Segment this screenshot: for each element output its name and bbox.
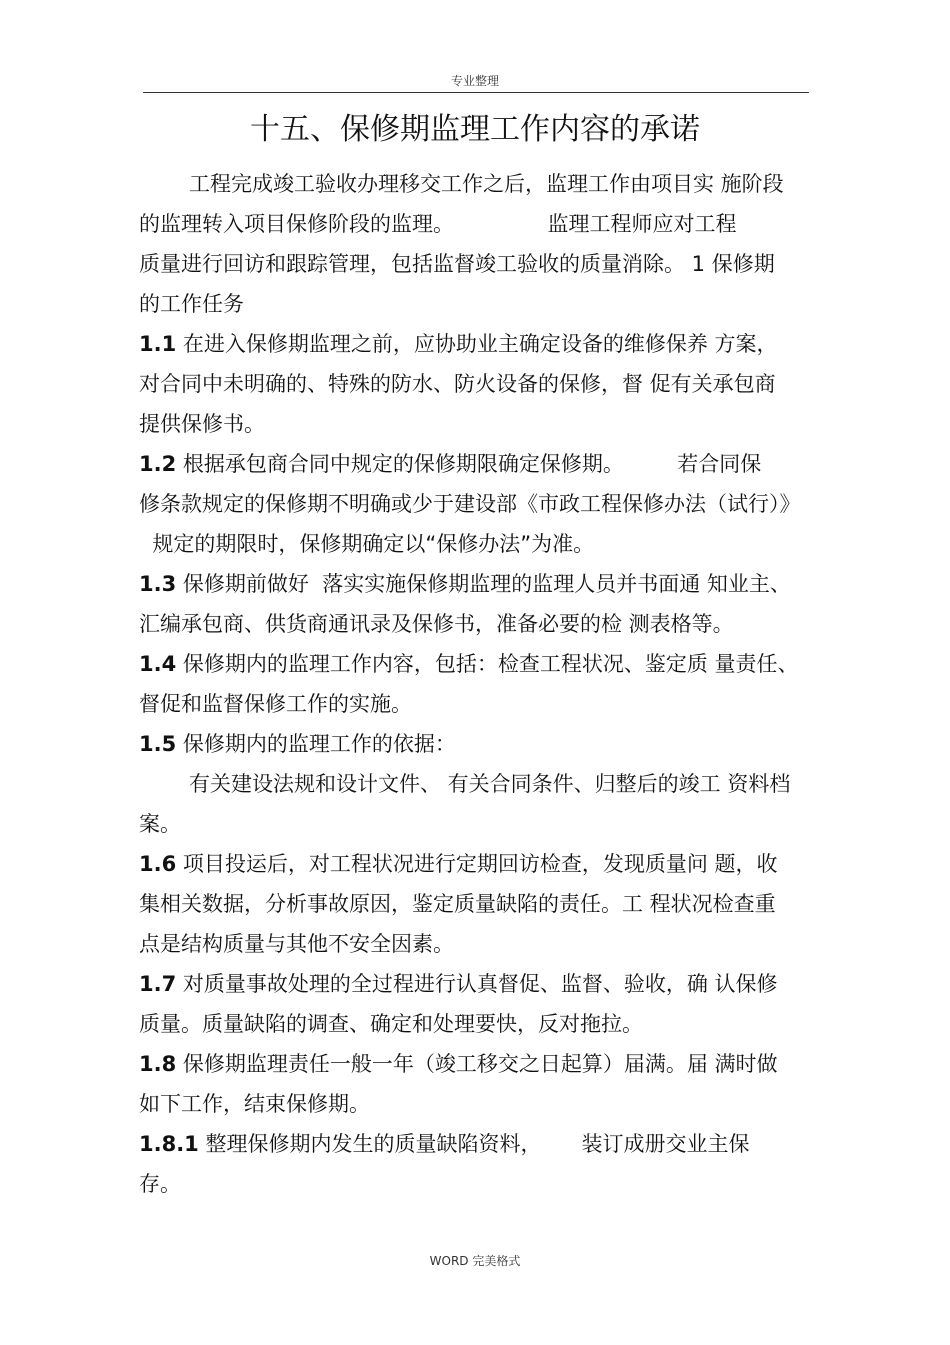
body-line <box>139 1124 813 1164</box>
body-line <box>139 1004 813 1044</box>
body-line <box>139 1084 813 1124</box>
line-text: 督促和监督保修工作的实施。 <box>139 692 412 716</box>
body-line <box>139 804 813 844</box>
section-number: 1.4 <box>139 652 177 676</box>
section-number: 1.6 <box>139 852 177 876</box>
line-text: 点是结构质量与其他不安全因素。 <box>139 932 454 956</box>
body-line <box>139 284 813 324</box>
section-number: 1.5 <box>139 732 177 756</box>
body-line <box>139 844 813 884</box>
body-line <box>139 244 813 284</box>
body-line <box>139 364 813 404</box>
body-line <box>139 484 813 524</box>
body-line <box>139 644 813 684</box>
header-divider <box>143 92 809 93</box>
line-text: 质量进行回访和跟踪管理，包括监督竣工验收的质量消除。 1 保修期 <box>139 252 775 276</box>
body-line <box>139 1044 813 1084</box>
line-text: 规定的期限时，保修期确定以“保修办法”为准。 <box>139 532 595 556</box>
page-header: 专业整理 <box>450 74 499 88</box>
body-line <box>139 884 813 924</box>
section-number: 1.3 <box>139 572 177 596</box>
line-text: 的监理转入项目保修阶段的监理。 监理工程师应对工程 <box>139 212 737 236</box>
line-text: 的工作任务 <box>139 292 244 316</box>
line-text: 整理保修期内发生的质量缺陷资料， 装订成册交业主保 <box>198 1132 750 1156</box>
line-text: 工程完成竣工验收办理移交工作之后，监理工作由项目实 施阶段 <box>189 172 784 196</box>
body-line <box>139 564 813 604</box>
line-text: 保修期监理责任一般一年（竣工移交之日起算）届满。届 满时做 <box>176 1052 778 1076</box>
body-line <box>139 444 813 484</box>
line-text: 对合同中未明确的、特殊的防水、防火设备的保修，督 促有关承包商 <box>139 372 776 396</box>
body-line <box>139 324 813 364</box>
body-line <box>139 684 813 724</box>
line-text: 项目投运后，对工程状况进行定期回访检查，发现质量问 题，收 <box>176 852 778 876</box>
section-number: 1.8 <box>139 1052 177 1076</box>
line-text: 保修期内的监理工作的依据： <box>176 732 456 756</box>
section-number: 1.2 <box>139 452 177 476</box>
line-text: 根据承包商合同中规定的保修期限确定保修期。 若合同保 <box>176 452 762 476</box>
section-number: 1.8.1 <box>139 1132 199 1156</box>
body-line <box>139 924 813 964</box>
line-text: 存。 <box>139 1172 181 1196</box>
line-text: 在进入保修期监理之前，应协助业主确定设备的维修保养 方案， <box>176 332 778 356</box>
section-number: 1.1 <box>139 332 177 356</box>
document-title: 十五、保修期监理工作内容的承诺 <box>250 112 700 147</box>
body-line <box>139 764 813 804</box>
body-line <box>139 964 813 1004</box>
line-text: 集相关数据，分析事故原因，鉴定质量缺陷的责任。工 程状况检查重 <box>139 892 776 916</box>
section-number: 1.7 <box>139 972 177 996</box>
body-line <box>139 524 813 564</box>
body-line <box>139 164 813 204</box>
document-body <box>139 164 813 1204</box>
body-line <box>139 1164 813 1204</box>
line-text: 案。 <box>139 812 181 836</box>
body-line <box>139 724 813 764</box>
body-line <box>139 604 813 644</box>
line-text: 质量。质量缺陷的调查、确定和处理要快，反对拖拉。 <box>139 1012 643 1036</box>
line-text: 有关建设法规和设计文件、 有关合同条件、归整后的竣工 资料档 <box>189 772 791 796</box>
line-text: 保修期前做好 落实实施保修期监理的监理人员并书面通 知业主、 <box>176 572 791 596</box>
line-text: 修条款规定的保修期不明确或少于建设部《市政工程保修办法（试行）》 <box>139 492 801 516</box>
body-line <box>139 404 813 444</box>
line-text: 如下工作，结束保修期。 <box>139 1092 370 1116</box>
line-text: 提供保修书。 <box>139 412 265 436</box>
line-text: 汇编承包商、供货商通讯录及保修书，准备必要的检 测表格等。 <box>139 612 734 636</box>
page-footer: WORD 完美格式 <box>429 1254 521 1268</box>
line-text: 保修期内的监理工作内容，包括：检查工程状况、鉴定质 量责任、 <box>176 652 799 676</box>
body-line <box>139 204 813 244</box>
line-text: 对质量事故处理的全过程进行认真督促、监督、验收，确 认保修 <box>176 972 778 996</box>
